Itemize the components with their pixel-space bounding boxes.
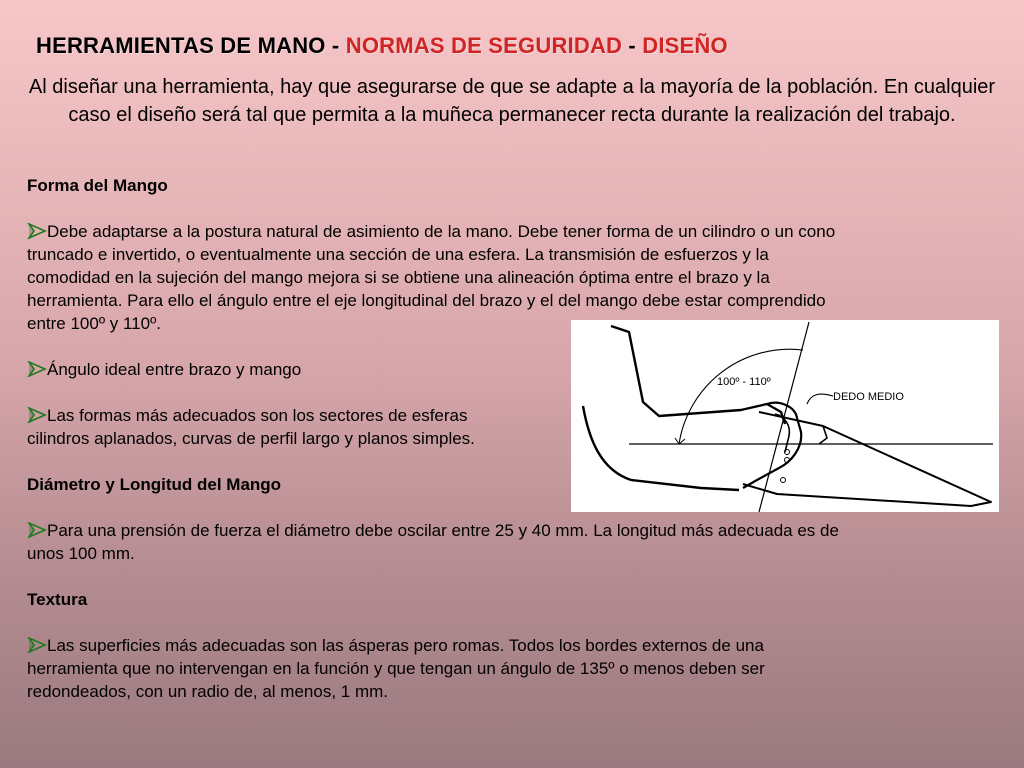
intro-paragraph: Al diseñar una herramienta, hay que asegurarse de que se adapte a la mayoría de la población. En cualquier caso el diseño será tal que permita a la muñeca permanecer recta durante la realización del trabajo. [28,76,996,126]
heading-forma-mango: Forma del Mango [27,176,168,195]
arrow-bullet-icon [27,637,47,653]
heading-textura: Textura [27,590,88,609]
hand-tool-angle-diagram [571,320,999,512]
bullet-text: Ángulo ideal entre brazo y mango [47,360,302,379]
finger-label: DEDO MEDIO [833,391,904,403]
title-separator: - [325,33,346,58]
bullet-text: cilindros aplanados, curvas de perfil largo y planos simples. [27,429,475,448]
title-separator-2: - [622,33,643,58]
bullet-text: Las formas más adecuados son los sectores de esferas [47,406,468,425]
bullet-text: unos 100 mm. [27,544,135,563]
bullet-text: Las superficies más adecuadas son las ásperas pero romas. Todos los bordes externos de una [47,636,764,655]
tool-handle-outline [743,412,991,506]
finger-pointer [807,394,833,404]
bullet-text: entre 100º y 110º. [27,314,162,333]
diagram-drawing [571,320,999,512]
title-subtopic: NORMAS DE SEGURIDAD [345,33,623,58]
arrow-bullet-icon [27,223,47,239]
title-subtopic-2: DISEÑO [642,33,728,58]
angle-arc [679,349,803,444]
bullet-diametro-1 [27,519,987,565]
arrow-bullet-icon [27,361,47,377]
bullet-text: truncado e invertido, o eventualmente una sección de una esfera. La transmisión de esfuerzos y la [27,245,769,264]
forearm-outline [611,326,785,424]
arrow-bullet-icon [27,522,47,538]
bullet-text: herramienta que no intervengan en la función y que tengan un ángulo de 135º o menos deben ser [27,659,765,678]
bullet-text: redondeados, con un radio de, al menos, 1 mm. [27,682,388,701]
bullet-textura-1 [27,634,987,703]
arrow-bullet-icon [27,407,47,423]
title-main: HERRAMIENTAS DE MANO [36,33,326,58]
bullet-text: Para una prensión de fuerza el diámetro debe oscilar entre 25 y 40 mm. La longitud más adecuada es de [47,521,839,540]
angle-label: 100º - 110º [717,376,771,388]
bullet-text: comodidad en la sujeción del mango mejora si se obtiene una alineación óptima entre el brazo y la [27,268,770,287]
bullet-text: herramienta. Para ello el ángulo entre el eje longitudinal del brazo y el del mango debe estar comprendido [27,291,826,310]
heading-diametro: Diámetro y Longitud del Mango [27,475,282,494]
slide-title [36,33,728,59]
forearm-lower-outline [583,406,739,490]
bullet-mango-1 [27,220,987,335]
bullet-text: Debe adaptarse a la postura natural de asimiento de la mano. Debe tener forma de un cilindro o un cono [47,222,836,241]
